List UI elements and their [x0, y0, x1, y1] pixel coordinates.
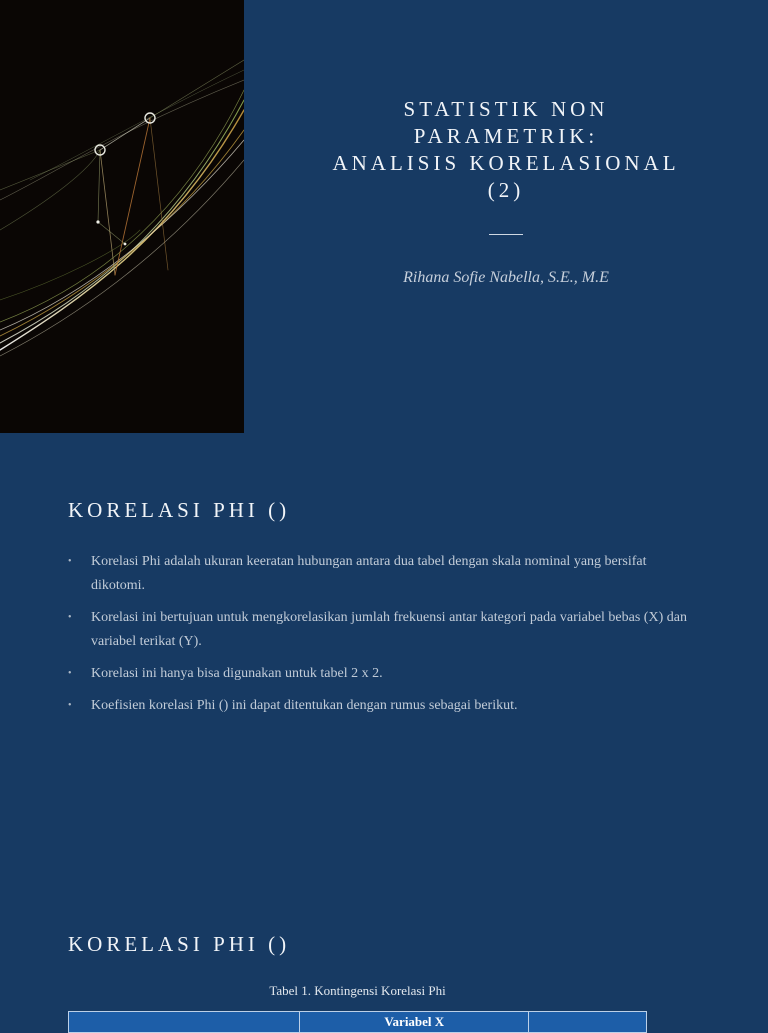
bullet-list	[68, 550, 688, 726]
author-name: Rihana Sofie Nabella, S.E., M.E	[403, 269, 609, 286]
presentation-title	[306, 96, 706, 287]
bullet-icon: •	[68, 700, 72, 711]
bullet-icon: •	[68, 612, 72, 623]
table-caption: Tabel 1. Kontingensi Korelasi Phi	[269, 983, 446, 998]
slide-heading: KORELASI PHI ()	[68, 932, 291, 956]
bullet-icon: •	[68, 556, 72, 567]
bullet-text: Korelasi ini bertujuan untuk mengkorelasikan jumlah frekuensi antar kategori pada variabel bebas (X) dan variabel terikat (Y).	[91, 610, 687, 649]
phi-table-slide	[0, 872, 768, 1029]
list-item	[68, 662, 688, 686]
contingency-table	[68, 1011, 647, 1033]
title-line: ANALISIS KORELASIONAL	[332, 151, 680, 175]
table-cell	[529, 1012, 647, 1033]
bullet-icon: •	[68, 668, 72, 679]
list-item	[68, 550, 688, 598]
table-cell	[69, 1012, 300, 1033]
bullet-text: Koefisien korelasi Phi () ini dapat ditentukan dengan rumus sebagai berikut.	[91, 698, 518, 713]
title-slide	[0, 0, 768, 436]
title-line: (2)	[487, 178, 525, 202]
bullet-text: Korelasi ini hanya bisa digunakan untuk tabel 2 x 2.	[91, 666, 383, 681]
table-header-variable-x: Variabel X	[300, 1012, 529, 1033]
phi-definition-slide	[0, 436, 768, 872]
title-line: STATISTIK NON	[403, 97, 609, 121]
bullet-text: Korelasi Phi adalah ukuran keeratan hubungan antara dua tabel dengan skala nominal yang bersifat dikotomi.	[91, 554, 647, 593]
list-item	[68, 694, 688, 718]
list-item	[68, 606, 688, 654]
title-line: PARAMETRIK:	[413, 124, 599, 148]
network-lines-image	[0, 0, 244, 433]
slide-heading: KORELASI PHI ()	[68, 498, 291, 522]
table-row	[69, 1012, 647, 1033]
title-divider	[489, 234, 523, 235]
